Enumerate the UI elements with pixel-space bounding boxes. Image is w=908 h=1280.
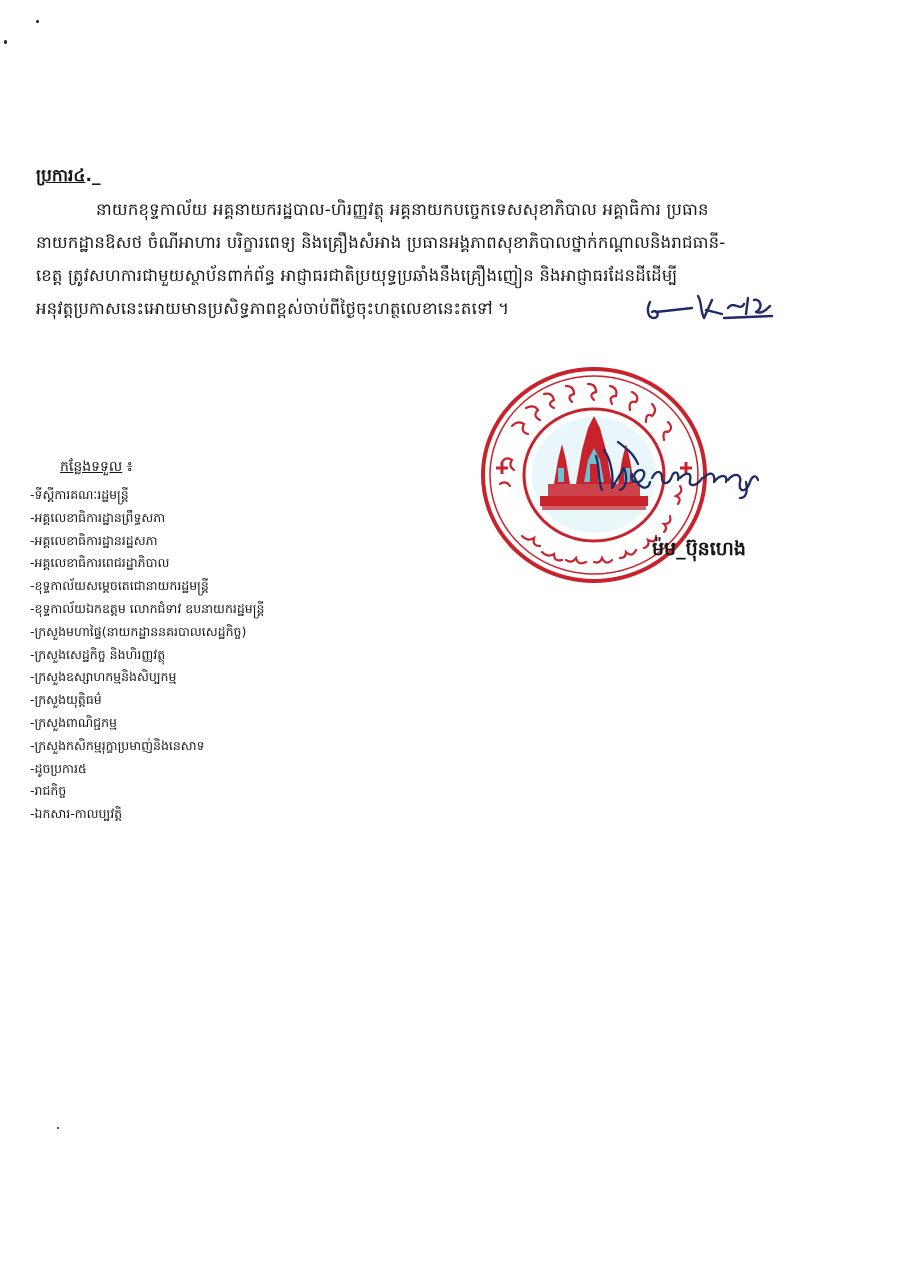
recipient-list [30, 484, 264, 826]
paragraph-line: នាយកខុទ្ទកាល័យ អគ្គនាយករដ្ឋបាល-ហិរញ្ញវត្ថុ អគ្គនាយកបច្ចេកទេសសុខាភិបាល អគ្គាធិការ ប្រធាន [96, 200, 709, 219]
recipient-item: -ឯកសារ-កាលប្បវត្តិ [30, 806, 123, 822]
recipient-item: -អគ្គលេខាធិការដ្ឋានរដ្ឋសភា [30, 532, 158, 548]
paragraph-line: ខេត្ត ត្រូវសហការជាមួយស្ថាប័នពាក់ព័ន្ធ អាជ្ញាធរជាតិប្រយុទ្ធប្រឆាំងនឹងគ្រឿងញៀន និងអាជ្ញាធរដែនដីដើម្បី [36, 266, 678, 285]
scan-speck [36, 20, 39, 23]
scan-speck [57, 1127, 59, 1129]
article-heading-text: ប្រការ៤ [36, 166, 86, 186]
recipient-item: -ទីស្ដីការគណៈរដ្ឋមន្ត្រី [30, 487, 129, 502]
paragraph-line: នាយកដ្ឋានឱសថ ចំណីអាហារ បរិក្ខារពេទ្យ និងគ្រឿងសំអាង ប្រធានអង្គភាពសុខាភិបាលថ្នាក់កណ្ដាលនិងរាជធានី- [36, 233, 726, 252]
recipient-item: -ក្រសួងយុត្តិធម៌ [30, 692, 102, 708]
recipient-item: -ក្រសួងសេដ្ឋកិច្ច និងហិរញ្ញវត្ថុ [30, 646, 166, 662]
recipient-item: -ក្រសួងឧស្សាហកម្មនិងសិប្បកម្ម [30, 669, 177, 685]
handwritten-signature [590, 438, 762, 500]
recipient-item: -ក្រសួងកសិកម្មរុក្ខាប្រមាញ់និងនេសាទ [30, 737, 205, 753]
recipients-title: កន្លែងទទួល [60, 459, 123, 475]
recipient-item: -ខុទ្ទកាល័យឯកឧត្តម លោកជំទាវ ឧបនាយករដ្ឋមន្ត្រី [30, 600, 265, 616]
recipient-item: -ខុទ្ទកាល័យសម្ដេចតេជោនាយករដ្ឋមន្ត្រី [30, 578, 209, 594]
handwritten-initials [640, 288, 780, 328]
recipient-item: -អគ្គលេខាធិការដ្ឋានព្រឹទ្ធសភា [30, 509, 166, 525]
paragraph-line: អនុវត្តប្រកាសនេះអោយមានប្រសិទ្ធភាពខ្ពស់ចាប់ពីថ្ងៃចុះហត្ថលេខានេះតទៅ ។ [36, 299, 510, 318]
recipient-item: -ក្រសួងពាណិជ្ជកម្ម [30, 714, 117, 730]
article-heading [36, 165, 100, 190]
signer-name: ម៉ម_ប៊ុនហេង [652, 538, 746, 560]
recipients-heading [60, 457, 133, 478]
recipient-item: -អគ្គលេខាធិការពេជរដ្ឋាភិបាល [30, 555, 170, 571]
recipient-item: -រាជកិច្ច [30, 783, 67, 799]
recipient-item: -ក្រសួងមហាផ្ទៃ(នាយកដ្ឋាននគរបាលសេដ្ឋកិច្ច) [30, 623, 247, 639]
recipients-title-suffix: ៖ [122, 459, 133, 475]
recipient-item: -ដូចប្រការ៥ [30, 760, 87, 776]
scan-speck [4, 40, 7, 44]
article-heading-suffix: ._ [85, 166, 101, 186]
